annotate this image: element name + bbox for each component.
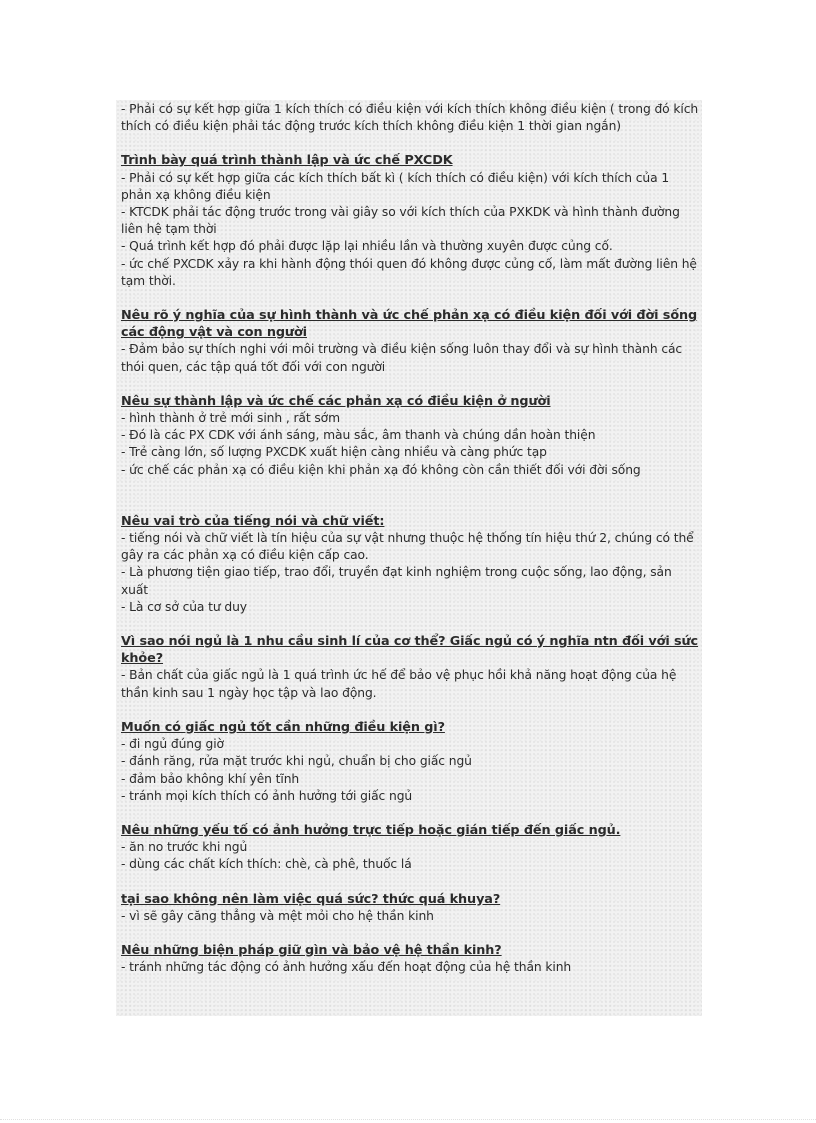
text-line: - vì sẽ gây căng thẳng và mệt mỏi cho hệ thần kinh: [121, 908, 434, 923]
text-line: - đi ngủ đúng giờ: [121, 737, 224, 752]
text-line: - Đó là các PX CDK với ánh sáng, màu sắc, âm thanh và chúng dần hoàn thiện: [121, 428, 596, 443]
section-heading: Nêu những biện pháp giữ gìn và bảo vệ hệ thần kinh?: [121, 942, 502, 958]
section-9: [121, 891, 701, 925]
section-heading: Nêu những yếu tố có ảnh hưởng trực tiếp hoặc gián tiếp đến giấc ngủ.: [121, 822, 621, 838]
text-line: - tiếng nói và chữ viết là tín hiệu của sự vật nhưng thuộc hệ thống tín hiệu thứ 2, chúng có thể gây ra các phản xạ có điều kiện cấp cao.: [121, 531, 694, 563]
text-line: - Là phương tiện giao tiếp, trao đổi, truyền đạt kinh nghiệm trong cuộc sống, lao động, sản xuất: [121, 565, 672, 597]
text-line: - Phải có sự kết hợp giữa 1 kích thích có điều kiện với kích thích không điều kiện ( trong đó kích thích có điều kiện phải tác động trước kích thích không điều kiện 1 thời gian ngắn): [121, 102, 699, 134]
document-body: [121, 101, 701, 993]
section-5: [121, 513, 701, 616]
section-heading: tại sao không nên làm việc quá sức? thức quá khuya?: [121, 891, 501, 907]
text-line: - hình thành ở trẻ mới sinh , rất sớm: [121, 411, 340, 426]
section-3: [121, 307, 701, 376]
text-line: - dùng các chất kích thích: chè, cà phê, thuốc lá: [121, 857, 412, 872]
section-heading: Nêu vai trò của tiếng nói và chữ viết:: [121, 513, 385, 529]
section-4: [121, 393, 701, 479]
section-1: [121, 101, 701, 135]
text-line: - tránh những tác động có ảnh hưởng xấu đến hoạt động của hệ thần kinh: [121, 960, 572, 975]
section-heading: Nêu rõ ý nghĩa của sự hình thành và ức chế phản xạ có điều kiện đối với đời sống các động vật và con người: [121, 308, 698, 341]
section-10: [121, 942, 701, 976]
text-line: - đảm bảo không khí yên tĩnh: [121, 771, 300, 786]
section-6: [121, 633, 701, 702]
page-bottom-divider: [0, 1119, 816, 1120]
text-line: - ức chế các phản xạ có điều kiện khi phản xạ đó không còn cần thiết đối với đời sống: [121, 462, 641, 477]
text-line: - tránh mọi kích thích có ảnh hưởng tới giấc ngủ: [121, 788, 413, 803]
text-line: - Trẻ càng lớn, số lượng PXCDK xuất hiện càng nhiều và càng phức tạp: [121, 445, 547, 460]
text-line: - KTCDK phải tác động trước trong vài giây so với kích thích của PXKDK và hình thành đường liên hệ tạm thời: [121, 205, 680, 237]
section-2: [121, 152, 701, 290]
section-heading: Nêu sự thành lập và ức chế các phản xạ có điều kiện ở người: [121, 393, 551, 409]
text-line: - ức chế PXCDK xảy ra khi hành động thói quen đó không được củng cố, làm mất đường liên hệ tạm thời.: [121, 256, 697, 288]
text-line: - Phải có sự kết hợp giữa các kích thích bất kì ( kích thích có điều kiện) với kích thích của 1 phản xạ không điều kiện: [121, 170, 670, 202]
section-8: [121, 822, 701, 874]
text-line: - ăn no trước khi ngủ: [121, 840, 248, 855]
section-heading: Vì sao nói ngủ là 1 nhu cầu sinh lí của cơ thể? Giấc ngủ có ý nghĩa ntn đối với sức khỏe?: [121, 634, 699, 667]
section-7: [121, 719, 701, 805]
text-line: - Đảm bảo sự thích nghi với môi trường và điều kiện sống luôn thay đổi và sự hình thành các thói quen, các tập quá tốt đối với con người: [121, 342, 683, 374]
text-line: - Bản chất của giấc ngủ là 1 quá trình ức hế để bảo vệ phục hồi khả năng hoạt động của hệ thần kinh sau 1 ngày học tập và lao động.: [121, 668, 677, 700]
text-line: - Quá trình kết hợp đó phải được lặp lại nhiều lần và thường xuyên được củng cố.: [121, 239, 613, 254]
text-line: - Là cơ sở của tư duy: [121, 599, 247, 614]
text-line: - đánh răng, rửa mặt trước khi ngủ, chuẩn bị cho giấc ngủ: [121, 754, 472, 769]
section-heading: Trình bày quá trình thành lập và ức chế PXCDK: [121, 153, 453, 169]
section-heading: Muốn có giấc ngủ tốt cần những điều kiện gì?: [121, 719, 445, 735]
